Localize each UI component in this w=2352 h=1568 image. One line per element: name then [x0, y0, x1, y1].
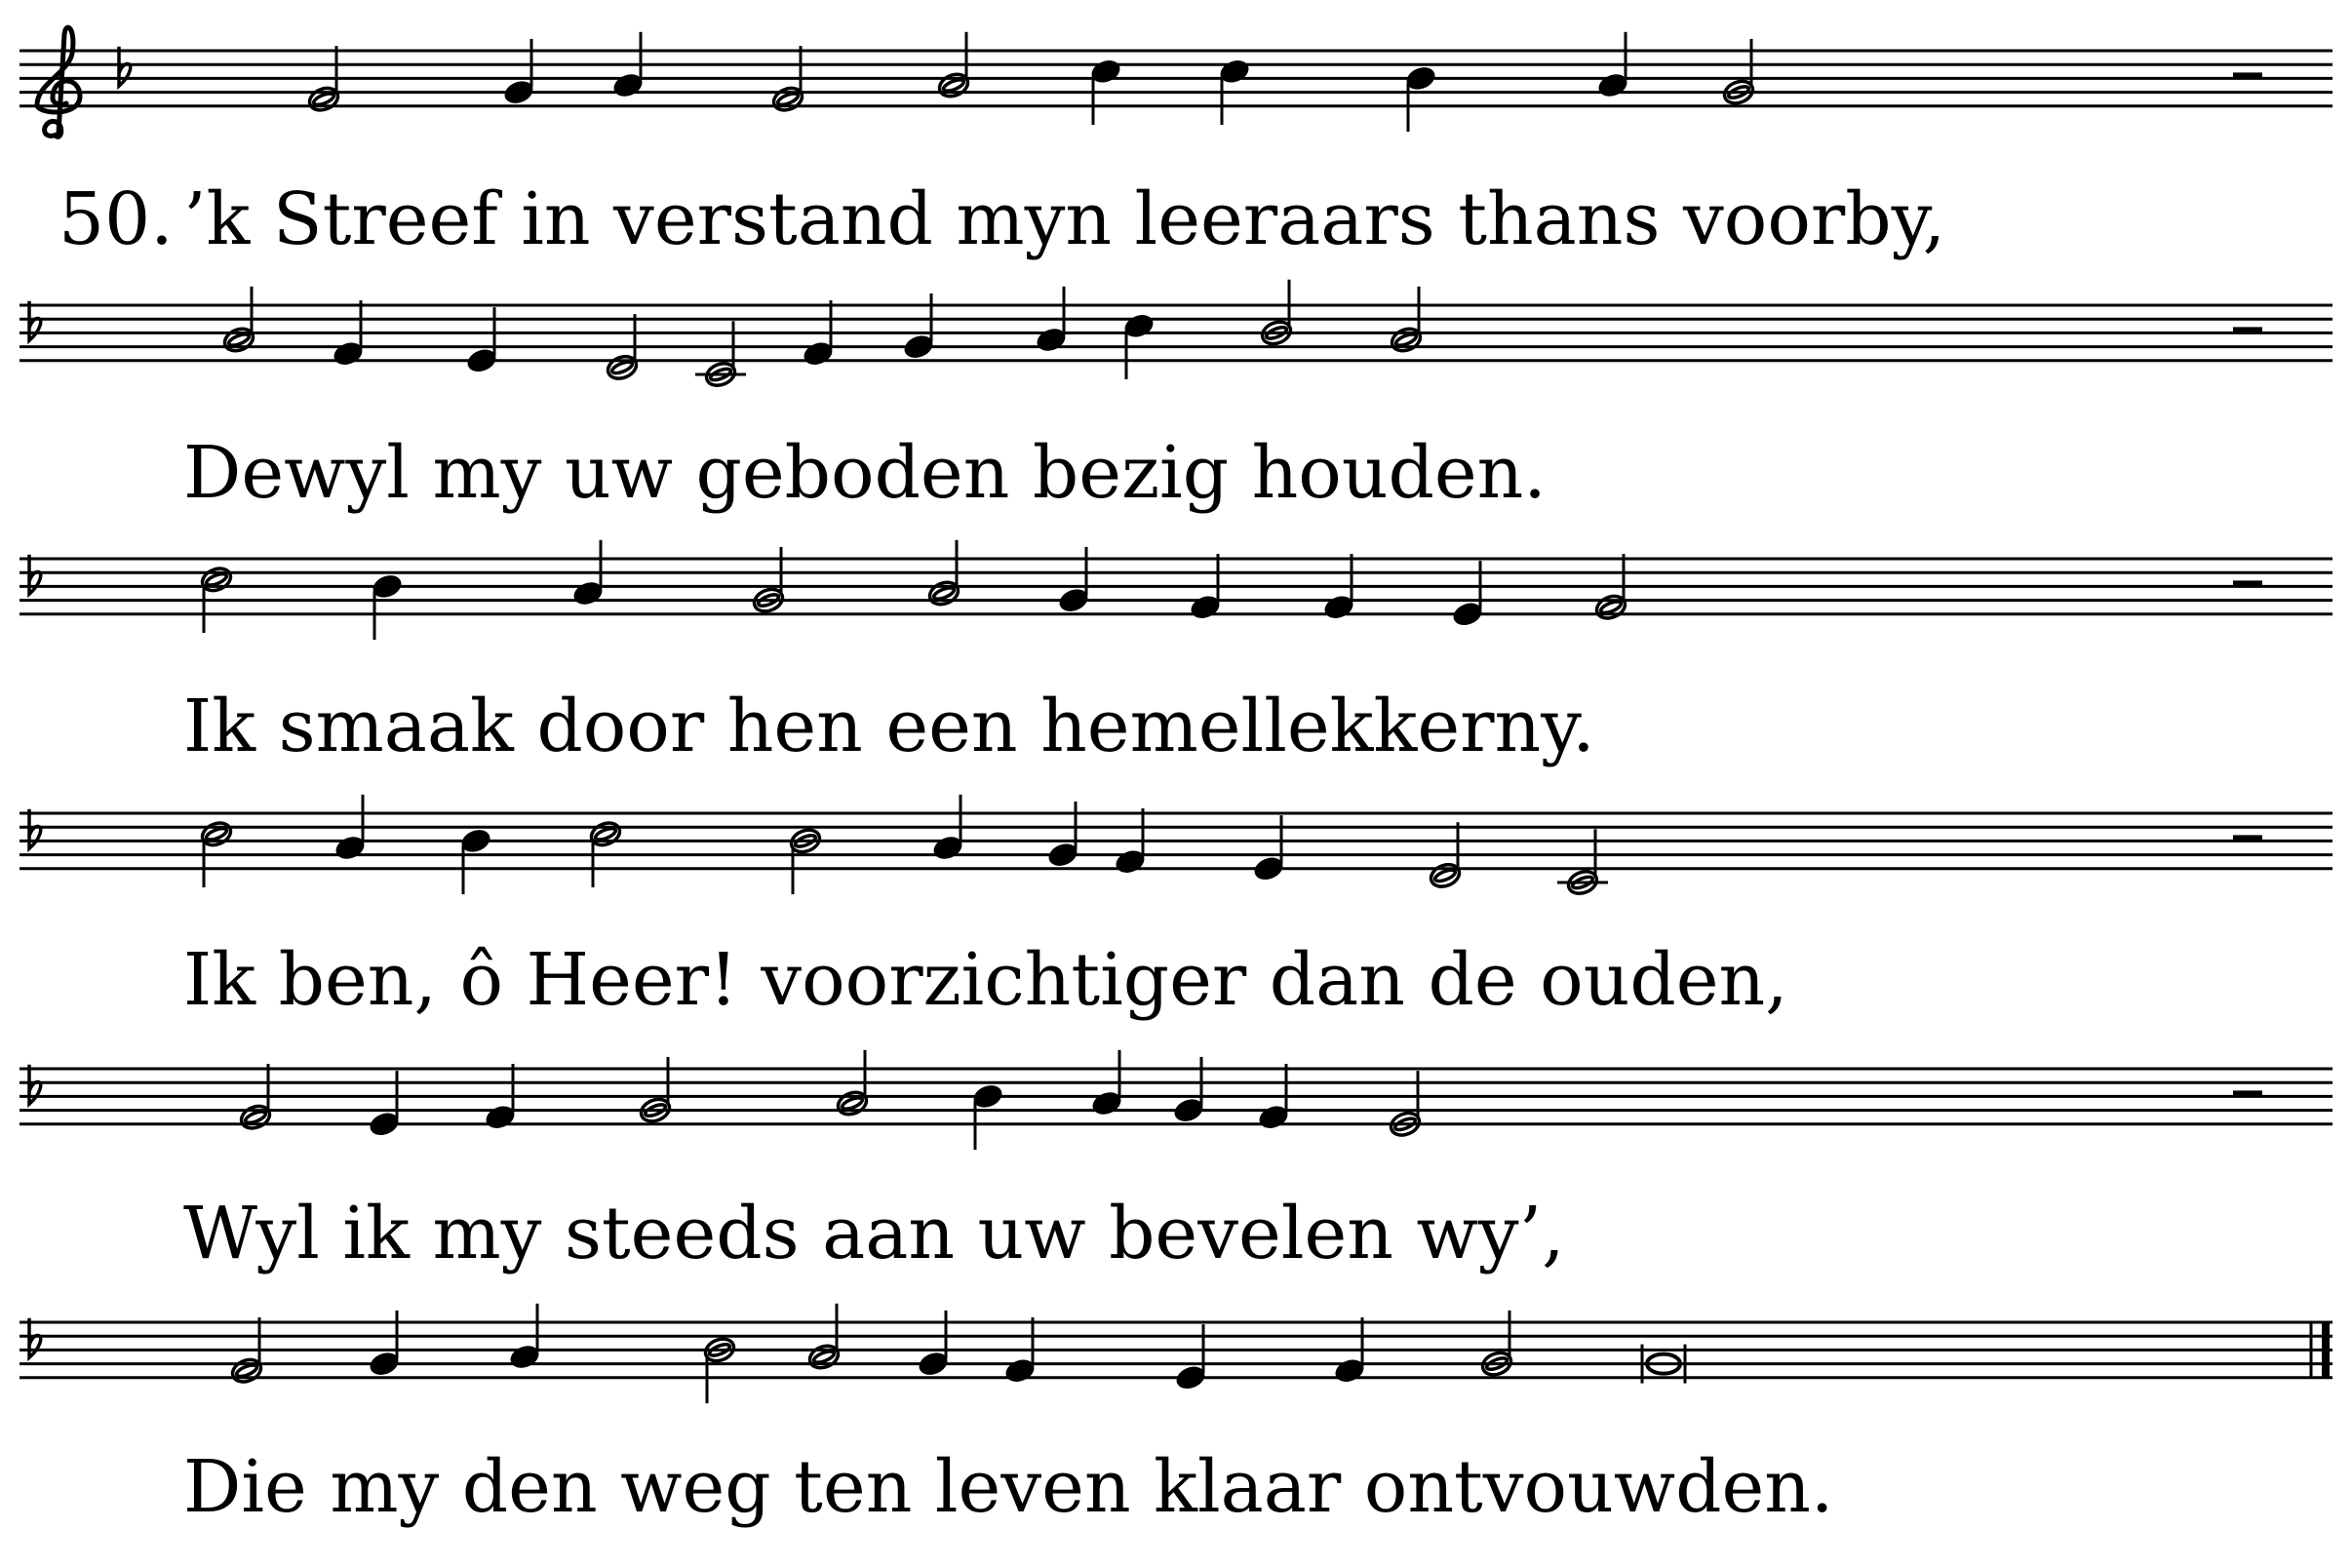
treble-clef-icon — [37, 27, 80, 137]
half-rest-icon — [2233, 72, 2262, 79]
half-rest-icon — [2233, 580, 2262, 587]
lyric-line: Wyl ik my steeds aan uw bevelen wy’, — [183, 1192, 1565, 1275]
half-rest-icon — [2233, 327, 2262, 333]
lyric-line: ’k Streef in verstand myn leeraars thans voorby, — [183, 177, 1946, 261]
half-rest-icon — [2233, 1090, 2262, 1097]
key-signature-flat-icon — [29, 1065, 41, 1104]
staff-system — [20, 280, 2332, 515]
staff-system — [20, 1050, 2332, 1275]
half-rest-icon — [2233, 835, 2262, 842]
key-signature-flat-icon — [29, 555, 41, 594]
staff-system — [20, 540, 2332, 768]
staff-system — [20, 1304, 2332, 1529]
staff-system — [20, 795, 2332, 1022]
key-signature-flat-icon — [29, 301, 41, 340]
key-signature-flat-icon — [29, 1318, 41, 1357]
verse-number: 50. — [59, 177, 174, 261]
lyric-line: Dewyl my uw geboden bezig houden. — [183, 431, 1547, 515]
staff-system — [20, 27, 2332, 261]
key-signature-flat-icon — [29, 809, 41, 848]
lyric-line: Ik smaak door hen een hemellekkerny. — [183, 685, 1595, 768]
lyric-line: Ik ben, ô Heer! voorzichtiger dan de ouden, — [183, 938, 1788, 1022]
lyric-line: Die my den weg ten leven klaar ontvouwden. — [183, 1445, 1834, 1529]
key-signature-flat-icon — [119, 47, 131, 86]
